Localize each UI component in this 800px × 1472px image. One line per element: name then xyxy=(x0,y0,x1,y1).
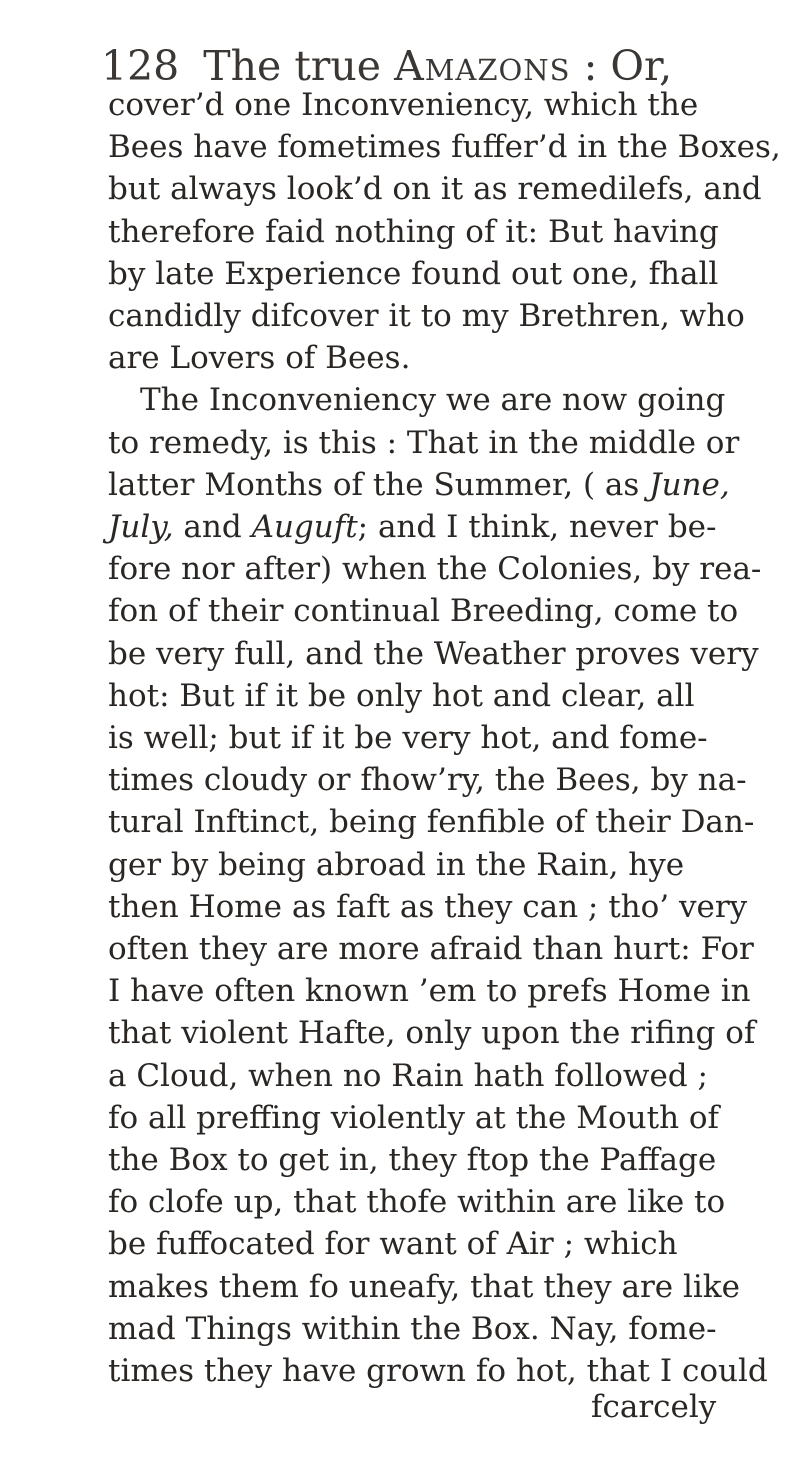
text-line: fore nor after) when the Colonies, by rea- xyxy=(108,551,762,588)
text-run: ; and I think, never be- xyxy=(357,509,717,545)
text-line: the Box to get in, they ftop the Paffage xyxy=(108,1142,717,1178)
text-line: Bees have fometimes fuffer’d in the Boxes, xyxy=(108,129,781,166)
text-line: cover’d one Inconveniency, which the xyxy=(108,87,699,123)
text-line: be very full, and the Weather proves very xyxy=(108,635,759,672)
text-line: but always look’d on it as remedilefs, and xyxy=(108,171,762,208)
text-line: that violent Hafte, only upon the rifing of xyxy=(108,1015,756,1052)
text-line: often they are more afraid than hurt: For xyxy=(108,931,754,967)
text-line: are Lovers of Bees. xyxy=(108,340,411,377)
page-number: 128 xyxy=(101,42,180,90)
text-line: fo clofe up, that thofe within are like to xyxy=(108,1184,726,1221)
text-line: candidly difcover it to my Brethren, who xyxy=(108,298,745,334)
italic-month: July, xyxy=(108,509,174,545)
running-title-start: The true xyxy=(203,42,382,90)
text-line: be fuffocated for want of Air ; which xyxy=(108,1226,678,1263)
text-line: hot: But if it be only hot and clear, all xyxy=(108,677,695,714)
text-line: tural Inftinct, being fenfible of their Dan- xyxy=(108,804,755,841)
text-line: The Inconveniency we are now going xyxy=(140,382,726,419)
text-run: latter Months of the Summer, ( as xyxy=(108,466,650,503)
text-line xyxy=(108,506,717,548)
running-title-end: : Or, xyxy=(583,42,673,90)
text-line: to remedy, is this : That in the middle or xyxy=(108,424,740,461)
text-line: fon of their continual Breeding, come to xyxy=(108,593,739,630)
text-line: a Cloud, when no Rain hath followed ; xyxy=(108,1057,708,1094)
text-line: times cloudy or fhow’ry, the Bees, by na- xyxy=(108,762,747,799)
text-line xyxy=(108,464,730,506)
text-line: then Home as faft as they can ; tho’ very xyxy=(108,888,748,925)
text-line: fo all preffing violently at the Mouth of xyxy=(108,1099,720,1136)
text-line: I have often known ’em to prefs Home in xyxy=(108,973,751,1010)
text-line: ger by being abroad in the Rain, hye xyxy=(108,846,685,883)
text-line: is well; but if it be very hot, and fome- xyxy=(108,720,708,756)
text-line: times they have grown fo hot, that I could xyxy=(108,1353,768,1389)
text-line: therefore faid nothing of it: But having xyxy=(108,213,719,250)
running-title-small-caps: Amazons xyxy=(394,42,571,90)
italic-month: June, xyxy=(649,466,730,503)
catchword: fcarcely xyxy=(591,1389,717,1426)
text-line: by late Experience found out one, fhall xyxy=(108,255,719,292)
text-run: and xyxy=(173,509,252,545)
text-line: makes them fo uneafy, that they are like xyxy=(108,1268,740,1305)
italic-month: Auguft xyxy=(251,509,358,545)
text-line: mad Things within the Box. Nay, fome- xyxy=(108,1310,717,1347)
